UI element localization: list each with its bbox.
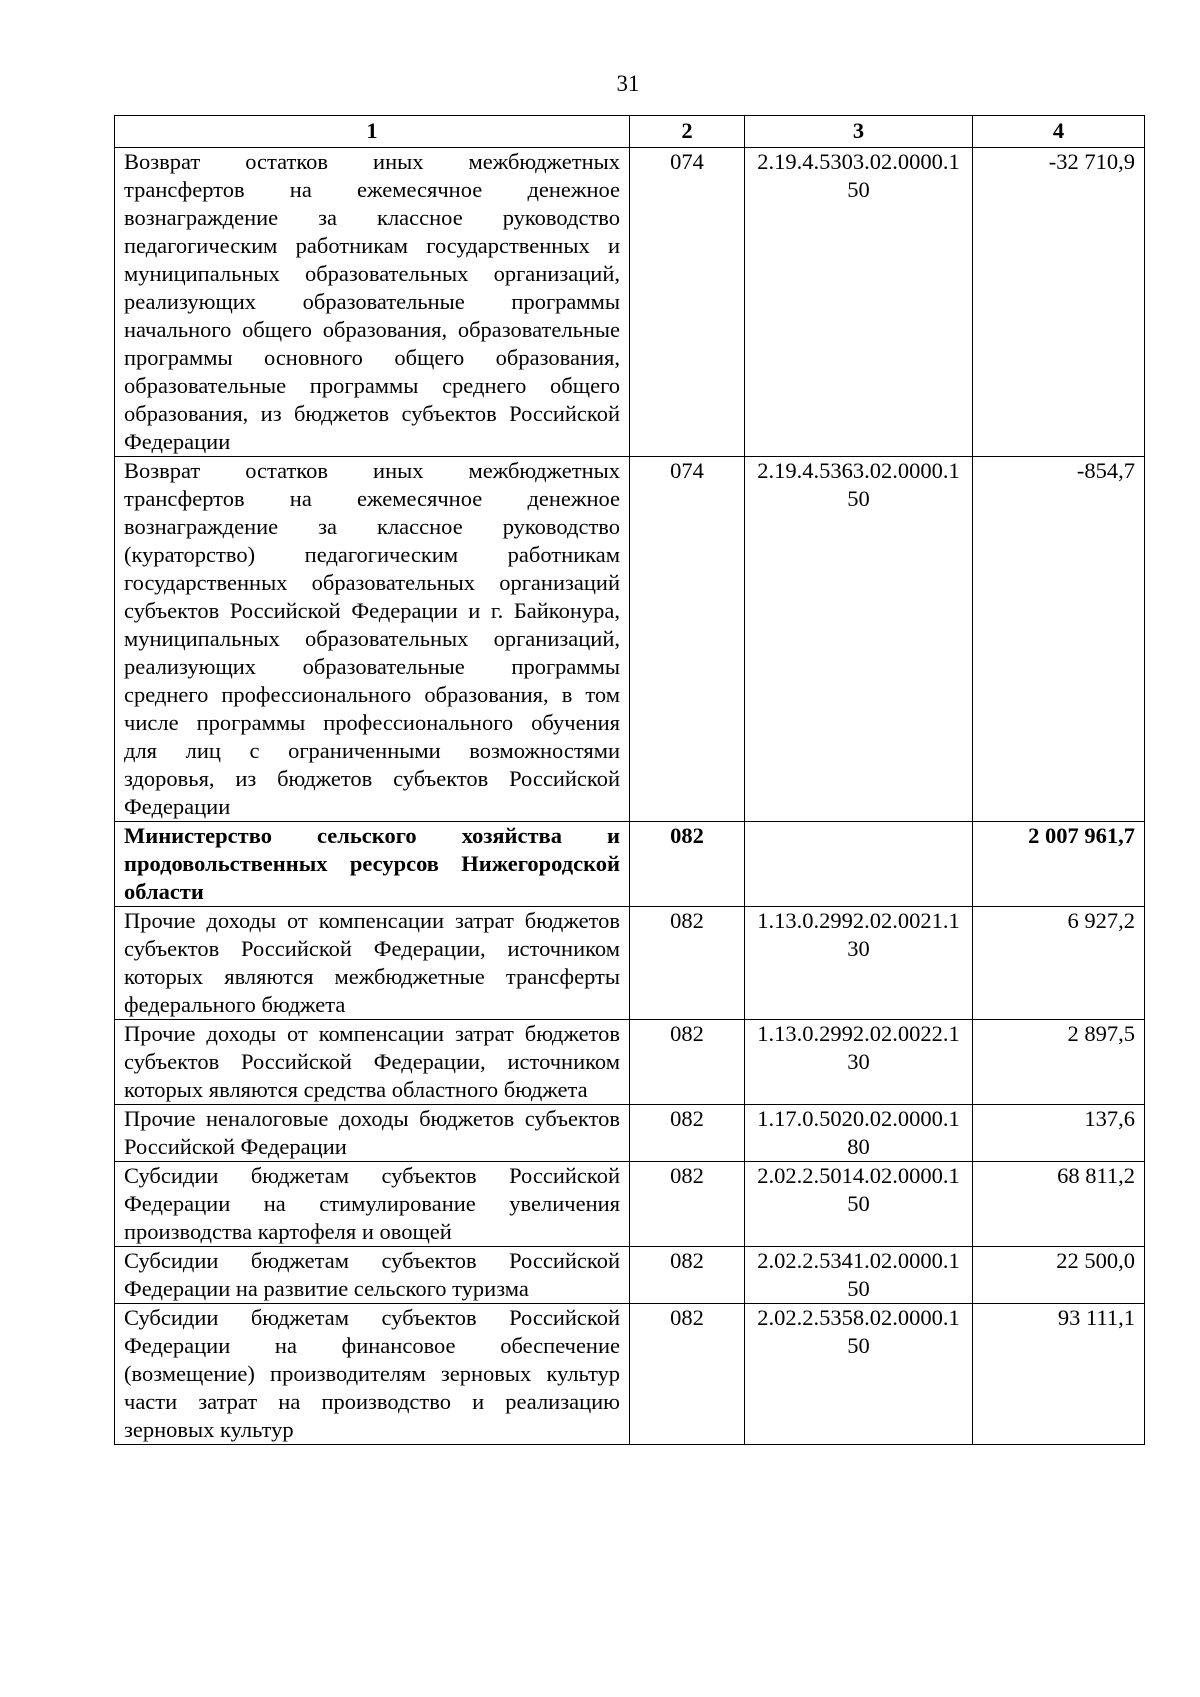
row-amount: -854,7 — [973, 457, 1145, 822]
row-budget-code: 2.19.4.5303.02.0000.150 — [745, 148, 973, 457]
row-description: Субсидии бюджетам субъектов Российской Федерации на развитие сельского туризма — [115, 1247, 630, 1304]
row-description: Возврат остатков иных межбюджетных трансфертов на ежемесячное денежное вознаграждение за классное руководство (кураторство) педагогическим работникам государственных образовательных организаций субъектов Российской Федерации и г. Байконура, муниципальных образовательных организаций, реализующих образовательные программы среднего профессионального образования, в том числе программы профессионального обучения для лиц с ограниченными возможностями здоровья, из бюджетов субъектов Российской Федерации — [115, 457, 630, 822]
table-row — [115, 1247, 1145, 1304]
table-row — [115, 1162, 1145, 1247]
budget-table — [114, 115, 1145, 1445]
table-row — [115, 1020, 1145, 1105]
row-amount: 68 811,2 — [973, 1162, 1145, 1247]
row-amount: 22 500,0 — [973, 1247, 1145, 1304]
row-budget-code — [745, 822, 973, 907]
row-description: Прочие неналоговые доходы бюджетов субъектов Российской Федерации — [115, 1105, 630, 1162]
row-budget-code: 1.13.0.2992.02.0022.130 — [745, 1020, 973, 1105]
row-admin-code: 074 — [630, 148, 745, 457]
row-admin-code: 082 — [630, 822, 745, 907]
row-description: Прочие доходы от компенсации затрат бюджетов субъектов Российской Федерации, источником которых являются межбюджетные трансферты федерального бюджета — [115, 907, 630, 1020]
table-header-row — [115, 116, 1145, 148]
row-admin-code: 074 — [630, 457, 745, 822]
row-description: Субсидии бюджетам субъектов Российской Федерации на стимулирование увеличения производства картофеля и овощей — [115, 1162, 630, 1247]
column-header-1: 1 — [115, 116, 630, 148]
table-row — [115, 1105, 1145, 1162]
page-number: 31 — [616, 71, 640, 96]
row-amount: 137,6 — [973, 1105, 1145, 1162]
table-row — [115, 1304, 1145, 1445]
row-description: Возврат остатков иных межбюджетных трансфертов на ежемесячное денежное вознаграждение за классное руководство педагогическим работникам государственных и муниципальных образовательных организаций, реализующих образовательные программы начального общего образования, образовательные программы основного общего образования, образовательные программы среднего общего образования, из бюджетов субъектов Российской Федерации — [115, 148, 630, 457]
row-admin-code: 082 — [630, 907, 745, 1020]
column-header-4: 4 — [973, 116, 1145, 148]
row-amount: 6 927,2 — [973, 907, 1145, 1020]
row-description: Субсидии бюджетам субъектов Российской Федерации на финансовое обеспечение (возмещение) производителям зерновых культур части затрат на производство и реализацию зерновых культур — [115, 1304, 630, 1445]
row-admin-code: 082 — [630, 1304, 745, 1445]
row-amount: 2 007 961,7 — [973, 822, 1145, 907]
table-row — [115, 907, 1145, 1020]
row-budget-code: 1.17.0.5020.02.0000.180 — [745, 1105, 973, 1162]
column-header-3: 3 — [745, 116, 973, 148]
row-admin-code: 082 — [630, 1020, 745, 1105]
row-budget-code: 2.02.2.5341.02.0000.150 — [745, 1247, 973, 1304]
row-budget-code: 1.13.0.2992.02.0021.130 — [745, 907, 973, 1020]
row-budget-code: 2.02.2.5358.02.0000.150 — [745, 1304, 973, 1445]
table-row-ministry — [115, 822, 1145, 907]
row-amount: 2 897,5 — [973, 1020, 1145, 1105]
row-admin-code: 082 — [630, 1162, 745, 1247]
column-header-2: 2 — [630, 116, 745, 148]
row-amount: -32 710,9 — [973, 148, 1145, 457]
table-row — [115, 148, 1145, 457]
row-admin-code: 082 — [630, 1247, 745, 1304]
row-description: Министерство сельского хозяйства и продовольственных ресурсов Нижегородской области — [115, 822, 630, 907]
row-budget-code: 2.02.2.5014.02.0000.150 — [745, 1162, 973, 1247]
row-amount: 93 111,1 — [973, 1304, 1145, 1445]
row-description: Прочие доходы от компенсации затрат бюджетов субъектов Российской Федерации, источником которых являются средства областного бюджета — [115, 1020, 630, 1105]
row-admin-code: 082 — [630, 1105, 745, 1162]
table-row — [115, 457, 1145, 822]
row-budget-code: 2.19.4.5363.02.0000.150 — [745, 457, 973, 822]
